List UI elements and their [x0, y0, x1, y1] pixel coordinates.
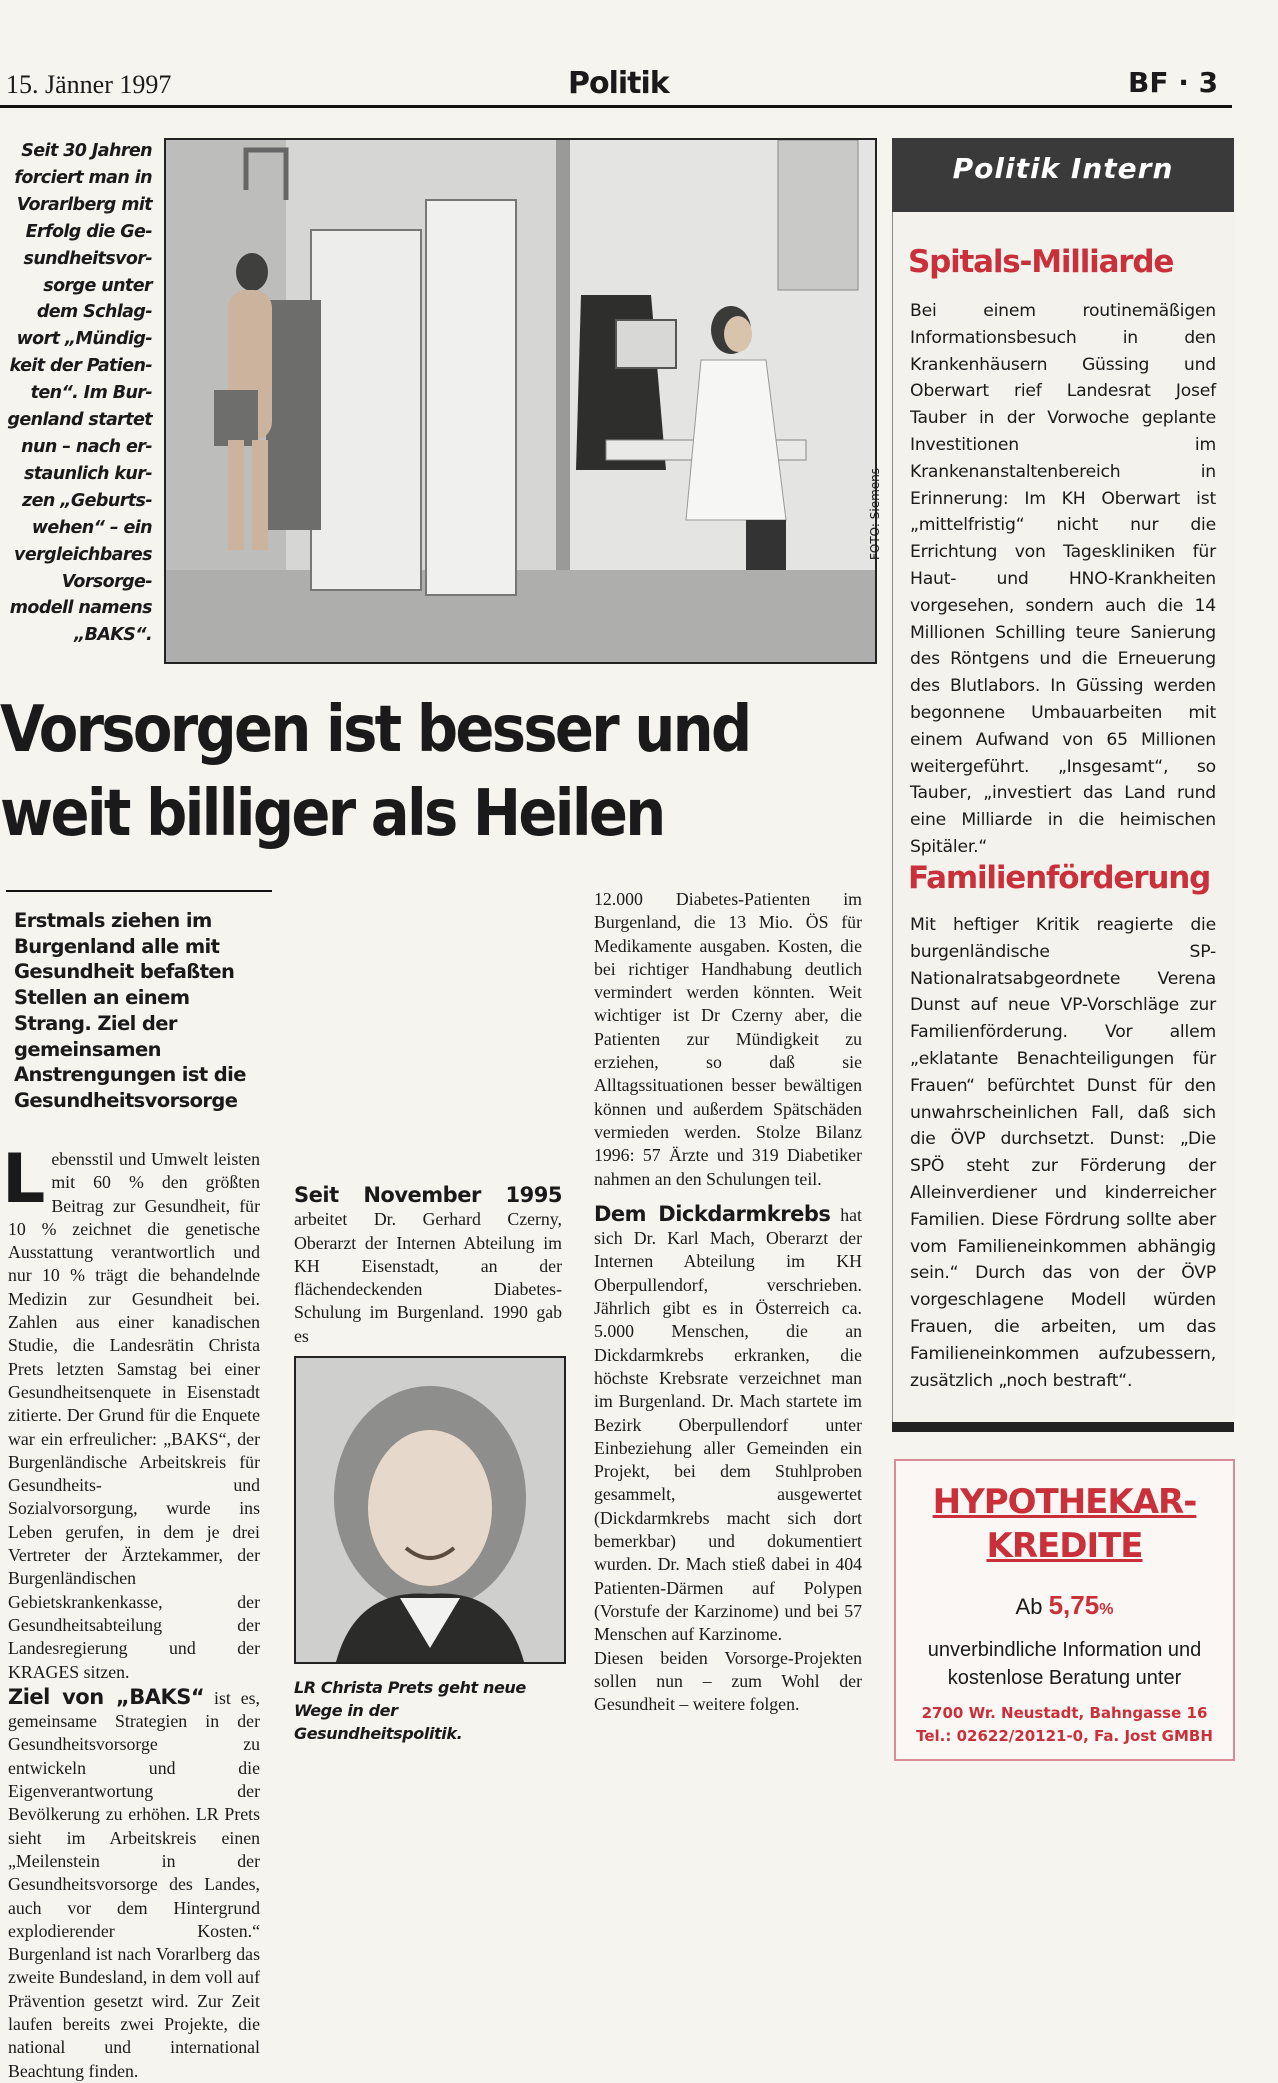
lead-rule	[6, 890, 272, 892]
subheading-dickdarmkrebs: Dem Dickdarmkrebs	[594, 1201, 831, 1226]
ad-title-line-2: KREDITE	[986, 1526, 1143, 1566]
article-paragraph-6: Diesen beiden Vorsorge-Projekten sollen nun – zum Wohl der Gesundheit – weitere folgen.	[594, 1647, 862, 1715]
article-paragraph-3: arbeitet Dr. Gerhard Czerny, Oberarzt der Internen Abteilung im KH Eisenstadt, an der flächendeckenden Diabetes-Schulung im Burgenland. 1990 gab es	[294, 1209, 562, 1346]
sidebar-text-spitals: Bei einem routinemäßigen Informationsbesuch in den Krankenhäusern Güssing und Oberwart rief Landesrat Josef Tauber in der Vorwoche geplante Investitionen im Krankenanstaltenbereich in Erinnerung: Im KH Oberwart ist „mittelfristig“ nicht nur die Errichtung von Tageskliniken für Haut- und HNO-Krankheiten vorgesehen, sondern auch die 14 Millionen Schilling teure Sanierung des Röntgens und die Erneuerung des Blutlabors. In Güssing werden begonnene Umbauarbeiten mit einem Aufwand von 65 Millionen weitergeführt. „Insgesamt“, so Tauber, „investiert das Land rund eine Milliarde in die heimischen Spitäler.“	[910, 301, 1216, 857]
headline-line-2: weit billiger als Heilen	[0, 777, 664, 851]
ad-address	[894, 1702, 1235, 1748]
teaser-text: Seit 30 Jahren forciert man in Vorarlberg mit Erfolg die Ge- sundheitsvor- sorge unter dem Schlag- wort „Mündig- keit der Patien- ten“. Im Bur- genland startet nun – nach er- staunlich kur- zen „Geburts- wehen“ – ein vergleichbares Vorsorge- modell namens „BAKS“.	[7, 141, 152, 646]
lead-text: Erstmals ziehen im Burgenland alle mit Gesundheit befaßten Stellen an einem Strang. Ziel der gemeinsamen Anstrengungen ist die Gesundheitsvorsorge	[14, 909, 246, 1112]
page-number: BF · 3	[1128, 66, 1219, 99]
portrait-caption: LR Christa Prets geht neue Wege in der Gesundheitspolitik.	[294, 1678, 526, 1743]
article-column-3	[594, 888, 862, 1716]
article-paragraph-4: 12.000 Diabetes-Patienten im Burgenland, die 13 Mio. ÖS für Medikamente ausgaben. Kosten, die bei richtiger Handhabung deutlich vermindert werden könnten. Weit wichtiger ist Dr Czerny aber, die Patienten zur Mündigkeit zu erziehen, so daß sie Alltagssituationen besser bewältigen können und außerdem Spätschäden vermieden werden. Stolze Bilanz 1996: 57 Ärzte und 319 Diabetiker nahmen an den Schulungen teil.	[594, 889, 862, 1189]
portrait-illustration	[296, 1358, 564, 1662]
sidebar-heading-spitals: Spitals-Milliarde	[908, 244, 1174, 280]
clinic-photo	[164, 138, 877, 664]
article-paragraph-2: ist es, gemeinsame Strategien in der Gesundheitsvorsorge zu entwickeln und die Eigenverantwortung der Bevölkerung zu erhöhen. LR Prets sieht im Arbeitskreis einen „Meilenstein in der Gesundheitsvorsorge des Landes, auch vor dem Hintergrund explodierender Kosten.“ Burgenland ist nach Vorarlberg das zweite Bundesland, in dem voll auf Prävention gesetzt wird. Zur Zeit laufen bereits zwei Projekte, die national und international Beachtung finden.	[8, 1687, 260, 2081]
sidebar-heading-familie: Familienförderung	[908, 860, 1211, 896]
ad-rate-prefix: Ab	[1015, 1594, 1043, 1619]
ad-phone-line: Tel.: 02622/20121-0, Fa. Jost GMBH	[916, 1727, 1213, 1745]
article-paragraph-5: hat sich Dr. Karl Mach, Oberarzt der Internen Abteilung im KH Oberpullendorf, verschrieben. Jährlich gibt es in Österreich ca. 5.000 Menschen, die an Dickdarmkrebs erkranken, die höchste Krebsrate verzeichnet man im Burgenland. Dr. Mach startete im Bezirk Oberpullendorf unter Einbeziehung aller Gemeinden ein Projekt, bei dem Stuhlproben gesammelt, ausgewertet (Dickdarmkrebs macht sich dort bemerkbar) und dokumentiert wurden. Dr. Mach stieß dabei in 404 Patienten-Därmen auf Polypen (Vorstufe der Karzinome) und bei 57 Menschen auf Karzinome.	[594, 1204, 862, 1645]
ad-title	[894, 1480, 1235, 1568]
sidebar-title: Politik Intern	[952, 152, 1174, 185]
article-column-2	[294, 1184, 562, 1348]
portrait-photo	[294, 1356, 566, 1664]
issue-date: 15. Jänner 1997	[6, 70, 172, 99]
sidebar-text-familie: Mit heftiger Kritik reagierte die burgenländische SP-Nationalratsabgeordnete Verena Dunst auf neue VP-Vorschläge zur Familienförderung. Vor allem „eklatante Benachteiligungen für Frauen“ befürchtet Dunst für den unwahrscheinlichen Fall, daß sich die ÖVP durchsetzt. Dunst: „Die SPÖ steht zur Förderung der Alleinverdiener und kinderreicher Familien. Diese Fördrung sollte aber vom Familieneinkommen abhängig sein.“ Durch das von der ÖVP vorgeschlagene Modell würden Frauen, die arbeiten, um das Familieneinkommen aufzubessern, zusätzlich „noch bestraft“.	[910, 915, 1216, 1391]
headline	[0, 688, 792, 856]
photo-credit: FOTO: Siemens	[868, 467, 882, 560]
article-paragraph-1: ebensstil und Umwelt leisten mit 60 % den größten Beitrag zur Gesundheit, für 10 % zeichnet die genetische Ausstattung verantwortlich und nur 10 % trägt die behandelnde Medizin zur Gesundheit bei. Zahlen aus einer kanadischen Studie, die Landesrätin Christa Prets letzten Samstag bei einer Gesundheitsenquete in Eisenstadt zitierte. Der Grund für die Enquete war ein erfreulicher: „BAKS“, der Burgenländische Arbeitskreis für Gesundheits- und Sozialvorsorgung, wurde ins Leben gerufen, in dem je drei Vertreter der Ärztekammer, der Burgenländischen Gebietskrankenkasse, der Gesundheitsabteilung der Landesregierung und der KRAGES sitzen.	[8, 1149, 260, 1682]
sidebar-bottom-rule	[892, 1422, 1234, 1432]
headline-line-1: Vorsorgen ist besser und	[0, 693, 750, 767]
ad-rate	[894, 1590, 1235, 1621]
ad-text: unverbindliche Information und kostenlose Beratung unter	[927, 1639, 1202, 1689]
header-rule	[0, 105, 1232, 108]
drop-cap: L	[2, 1140, 46, 1219]
clinic-photo-illustration	[166, 140, 875, 662]
article-column-1	[2, 1140, 260, 2083]
ad-rate-unit: %	[1099, 1601, 1114, 1618]
ad-title-line-1: HYPOTHEKAR-	[932, 1482, 1197, 1522]
ad-rate-value: 5,75	[1048, 1590, 1100, 1620]
ad-address-line: 2700 Wr. Neustadt, Bahngasse 16	[921, 1704, 1208, 1722]
subheading-november: Seit November 1995	[294, 1183, 562, 1207]
section-title: Politik	[568, 66, 669, 101]
subheading-baks: Ziel von „BAKS“	[8, 1684, 205, 1709]
